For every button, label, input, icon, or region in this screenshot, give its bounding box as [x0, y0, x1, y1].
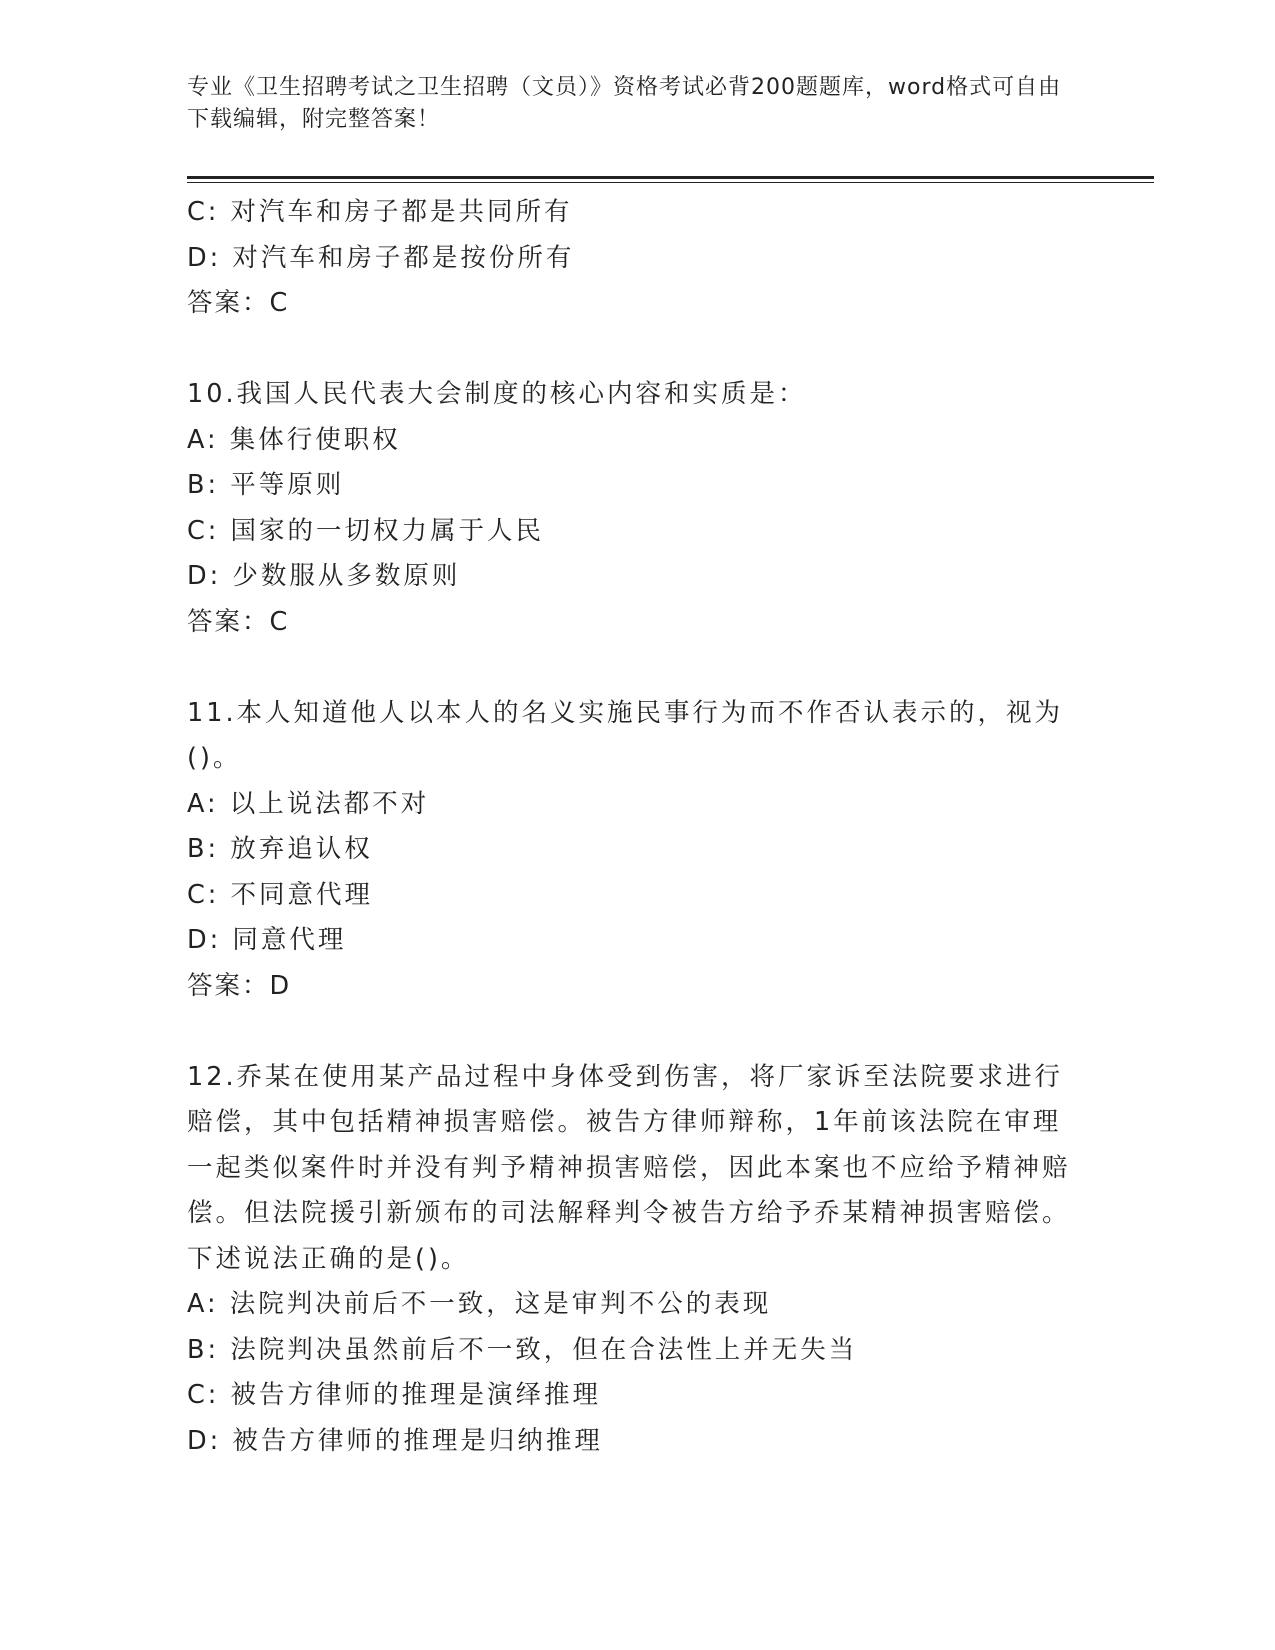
option-label: D:: [187, 242, 222, 273]
option-d: [187, 918, 1087, 964]
option-label: D:: [187, 1425, 222, 1456]
question-content: [187, 190, 1087, 1464]
option-text: 法院判决前后不一致，这是审判不公的表现: [229, 1289, 772, 1319]
option-d: [187, 236, 1087, 282]
question-text: 10.我国人民代表大会制度的核心内容和实质是：: [187, 379, 807, 409]
option-text: 被告方律师的推理是归纳推理: [232, 1425, 603, 1456]
header-divider-thin: [187, 182, 1154, 183]
option-label: B:: [187, 1334, 220, 1365]
option-text: 少数服从多数原则: [232, 561, 461, 591]
answer-line: 答案：C: [187, 288, 290, 318]
option-b: [187, 827, 1087, 873]
option-text: 同意代理: [232, 925, 347, 955]
option-label: C:: [187, 515, 220, 546]
option-label: D:: [187, 925, 222, 955]
question-text: 12.乔某在使用某产品过程中身体受到伤害，将厂家诉至法院要求进行赔偿，其中包括精神损害赔偿。被告方律师辩称，1年前该法院在审理一起类似案件时并没有判予精神损害赔偿，因此本案也不应给予精神赔偿。但法院援引新颁布的司法解释判令被告方给予乔某精神损害赔偿。下述说法正确的是()。: [187, 1061, 1071, 1274]
option-label: A:: [187, 1289, 219, 1319]
option-label: B:: [187, 834, 220, 864]
option-c: [187, 873, 1087, 919]
option-label: A:: [187, 788, 219, 819]
option-text: 被告方律师的推理是演绎推理: [230, 1380, 602, 1410]
option-text: 国家的一切权力属于人民: [230, 515, 545, 546]
option-c: [187, 190, 1087, 236]
option-text: 集体行使职权: [229, 424, 401, 455]
option-label: A:: [187, 424, 219, 455]
option-b: [187, 1328, 1087, 1374]
option-c: [187, 509, 1087, 555]
option-text: 以上说法都不对: [229, 788, 430, 819]
answer-line: 答案：C: [187, 606, 290, 637]
option-text: 对汽车和房子都是按份所有: [232, 242, 575, 273]
answer-line: 答案：D: [187, 970, 292, 1001]
option-a: [187, 1282, 1087, 1328]
option-d: [187, 554, 1087, 600]
page-header-title: 专业《卫生招聘考试之卫生招聘（文员）》资格考试必背200题题库，word格式可自由下载编辑，附完整答案！: [187, 75, 1062, 132]
option-c: [187, 1373, 1087, 1419]
header-divider: [187, 176, 1154, 179]
option-d: [187, 1419, 1087, 1465]
option-label: C:: [187, 1380, 220, 1410]
option-label: D:: [187, 561, 222, 591]
option-label: B:: [187, 470, 220, 500]
option-text: 法院判决虽然前后不一致，但在合法性上并无失当: [230, 1334, 858, 1365]
option-a: [187, 418, 1087, 464]
option-text: 放弃追认权: [230, 834, 373, 864]
option-text: 不同意代理: [230, 879, 374, 910]
option-label: C:: [187, 197, 220, 227]
option-a: [187, 782, 1087, 828]
option-text: 平等原则: [230, 470, 345, 500]
question-text: 11.本人知道他人以本人的名义实施民事行为而不作否认表示的，视为()。: [187, 697, 1064, 773]
option-b: [187, 463, 1087, 509]
option-label: C:: [187, 879, 220, 910]
option-text: 对汽车和房子都是共同所有: [230, 197, 573, 227]
